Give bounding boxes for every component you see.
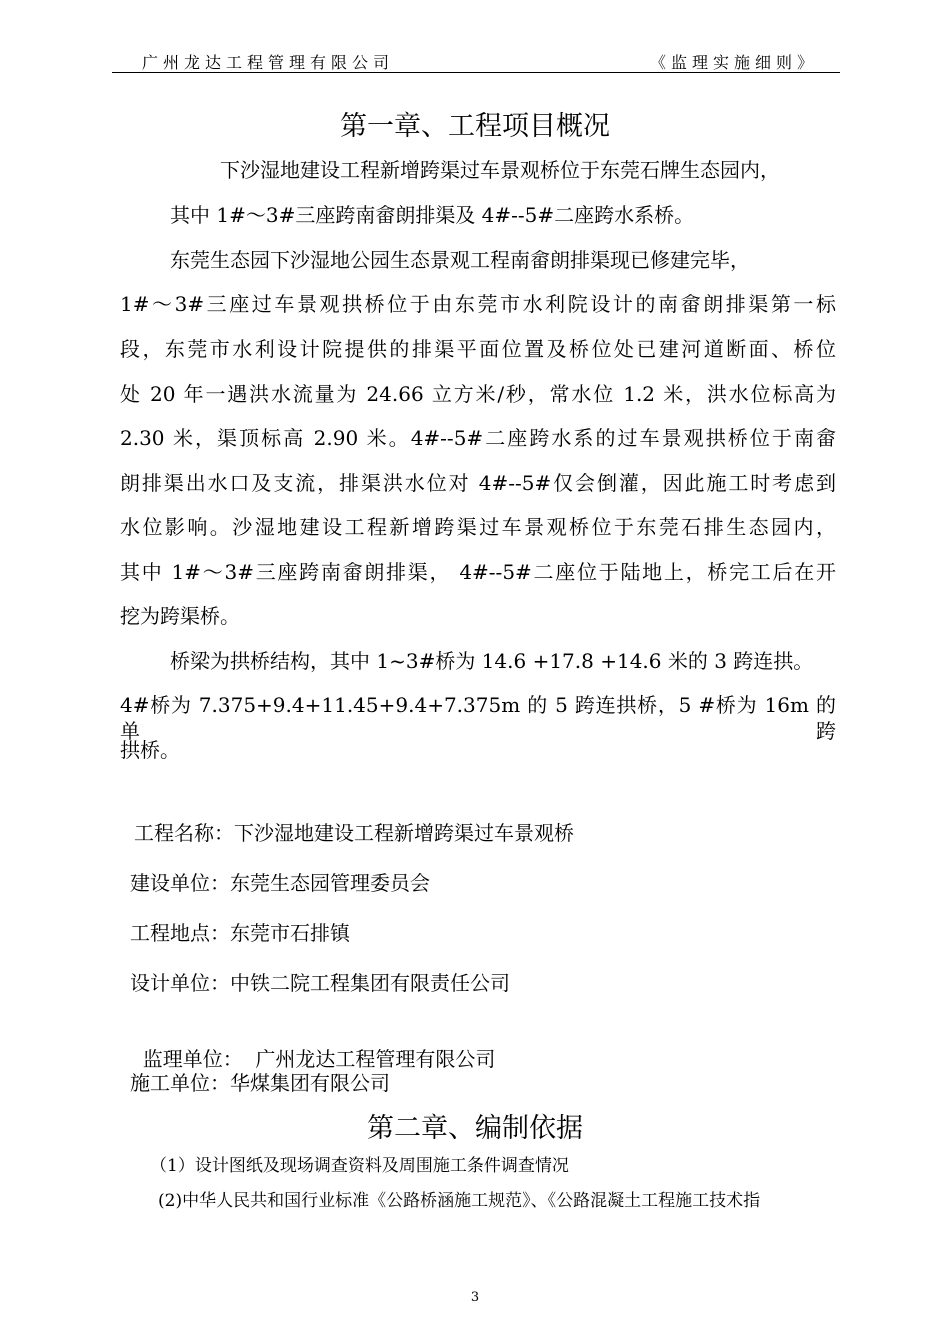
paragraph-line: 4#桥为 7.375+9.4+11.45+9.4+7.375m 的 5 跨连拱桥，5 #桥为 16m 的单跨 (120, 693, 836, 743)
info-value: 下沙湿地建设工程新增跨渠过车景观桥 (234, 821, 574, 845)
chapter-2-title: 第二章、编制依据 (367, 1113, 583, 1144)
header-doc-title: 《监理实施细则》 (649, 53, 818, 72)
supervisor-row (130, 1020, 495, 1072)
info-value: 东莞生态园管理委员会 (230, 871, 430, 895)
paragraph-line: 朗排渠出水口及支流，排渠洪水位对 4#--5#仅会倒灌，因此施工时考虑到 (120, 471, 836, 495)
owner-row (130, 870, 430, 896)
basis-item: (2)中华人民共和国行业标准《公路桥涵施工规范》、《公路混凝土工程施工技术指 (158, 1191, 761, 1211)
page-header (112, 48, 840, 73)
info-value: 中铁二院工程集团有限责任公司 (230, 971, 510, 995)
info-value: 东莞市石排镇 (230, 921, 350, 945)
paragraph-line: 段，东莞市水利设计院提供的排渠平面位置及桥位处已建河道断面、桥位 (120, 337, 836, 361)
project-name-row (134, 820, 574, 846)
paragraph-line: 其中 1#～3#三座跨南畲朗排渠及 4#--5#二座跨水系桥。 (170, 203, 695, 227)
info-label: 工程地点： (130, 921, 230, 945)
location-row (130, 920, 350, 946)
paragraph-line: 2.30 米，渠顶标高 2.90 米。4#--5#二座跨水系的过车景观拱桥位于南畲 (120, 426, 836, 450)
header-company: 广州龙达工程管理有限公司 (142, 53, 395, 72)
paragraph-line: 处 20 年一遇洪水流量为 24.66 立方米/秒，常水位 1.2 米，洪水位标高为 (120, 382, 836, 406)
designer-row (130, 970, 510, 996)
info-label: 建设单位： (130, 871, 230, 895)
info-label: 施工单位： (130, 1071, 230, 1095)
paragraph-line: 挖为跨渠桥。 (120, 604, 240, 628)
contractor-row (130, 1070, 390, 1096)
paragraph-line: 桥梁为拱桥结构，其中 1~3#桥为 14.6 +17.8 +14.6 米的 3 跨连拱。 (170, 649, 814, 673)
chapter-1-title: 第一章、工程项目概况 (340, 111, 610, 142)
basis-item: （1）设计图纸及现场调查资料及周围施工条件调查情况 (150, 1156, 569, 1176)
paragraph-line: 1#～3#三座过车景观拱桥位于由东莞市水利院设计的南畲朗排渠第一标 (120, 292, 836, 316)
info-label: 设计单位： (130, 971, 230, 995)
paragraph-line: 下沙湿地建设工程新增跨渠过车景观桥位于东莞石牌生态园内， (220, 158, 780, 182)
paragraph-line: 拱桥。 (120, 738, 180, 762)
page-number: 3 (470, 1290, 480, 1305)
paragraph-line: 其中 1#～3#三座跨南畲朗排渠， 4#--5#二座位于陆地上，桥完工后在开 (120, 560, 836, 584)
info-value: 广州龙达工程管理有限公司 (242, 1047, 496, 1071)
paragraph-line: 水位影响。沙湿地建设工程新增跨渠过车景观桥位于东莞石排生态园内， (120, 515, 836, 539)
info-value: 华煤集团有限公司 (230, 1071, 390, 1095)
info-label: 工程名称： (134, 821, 234, 845)
info-label: 监理单位： (142, 1047, 243, 1071)
paragraph-line: 东莞生态园下沙湿地公园生态景观工程南畲朗排渠现已修建完毕， (170, 248, 750, 272)
